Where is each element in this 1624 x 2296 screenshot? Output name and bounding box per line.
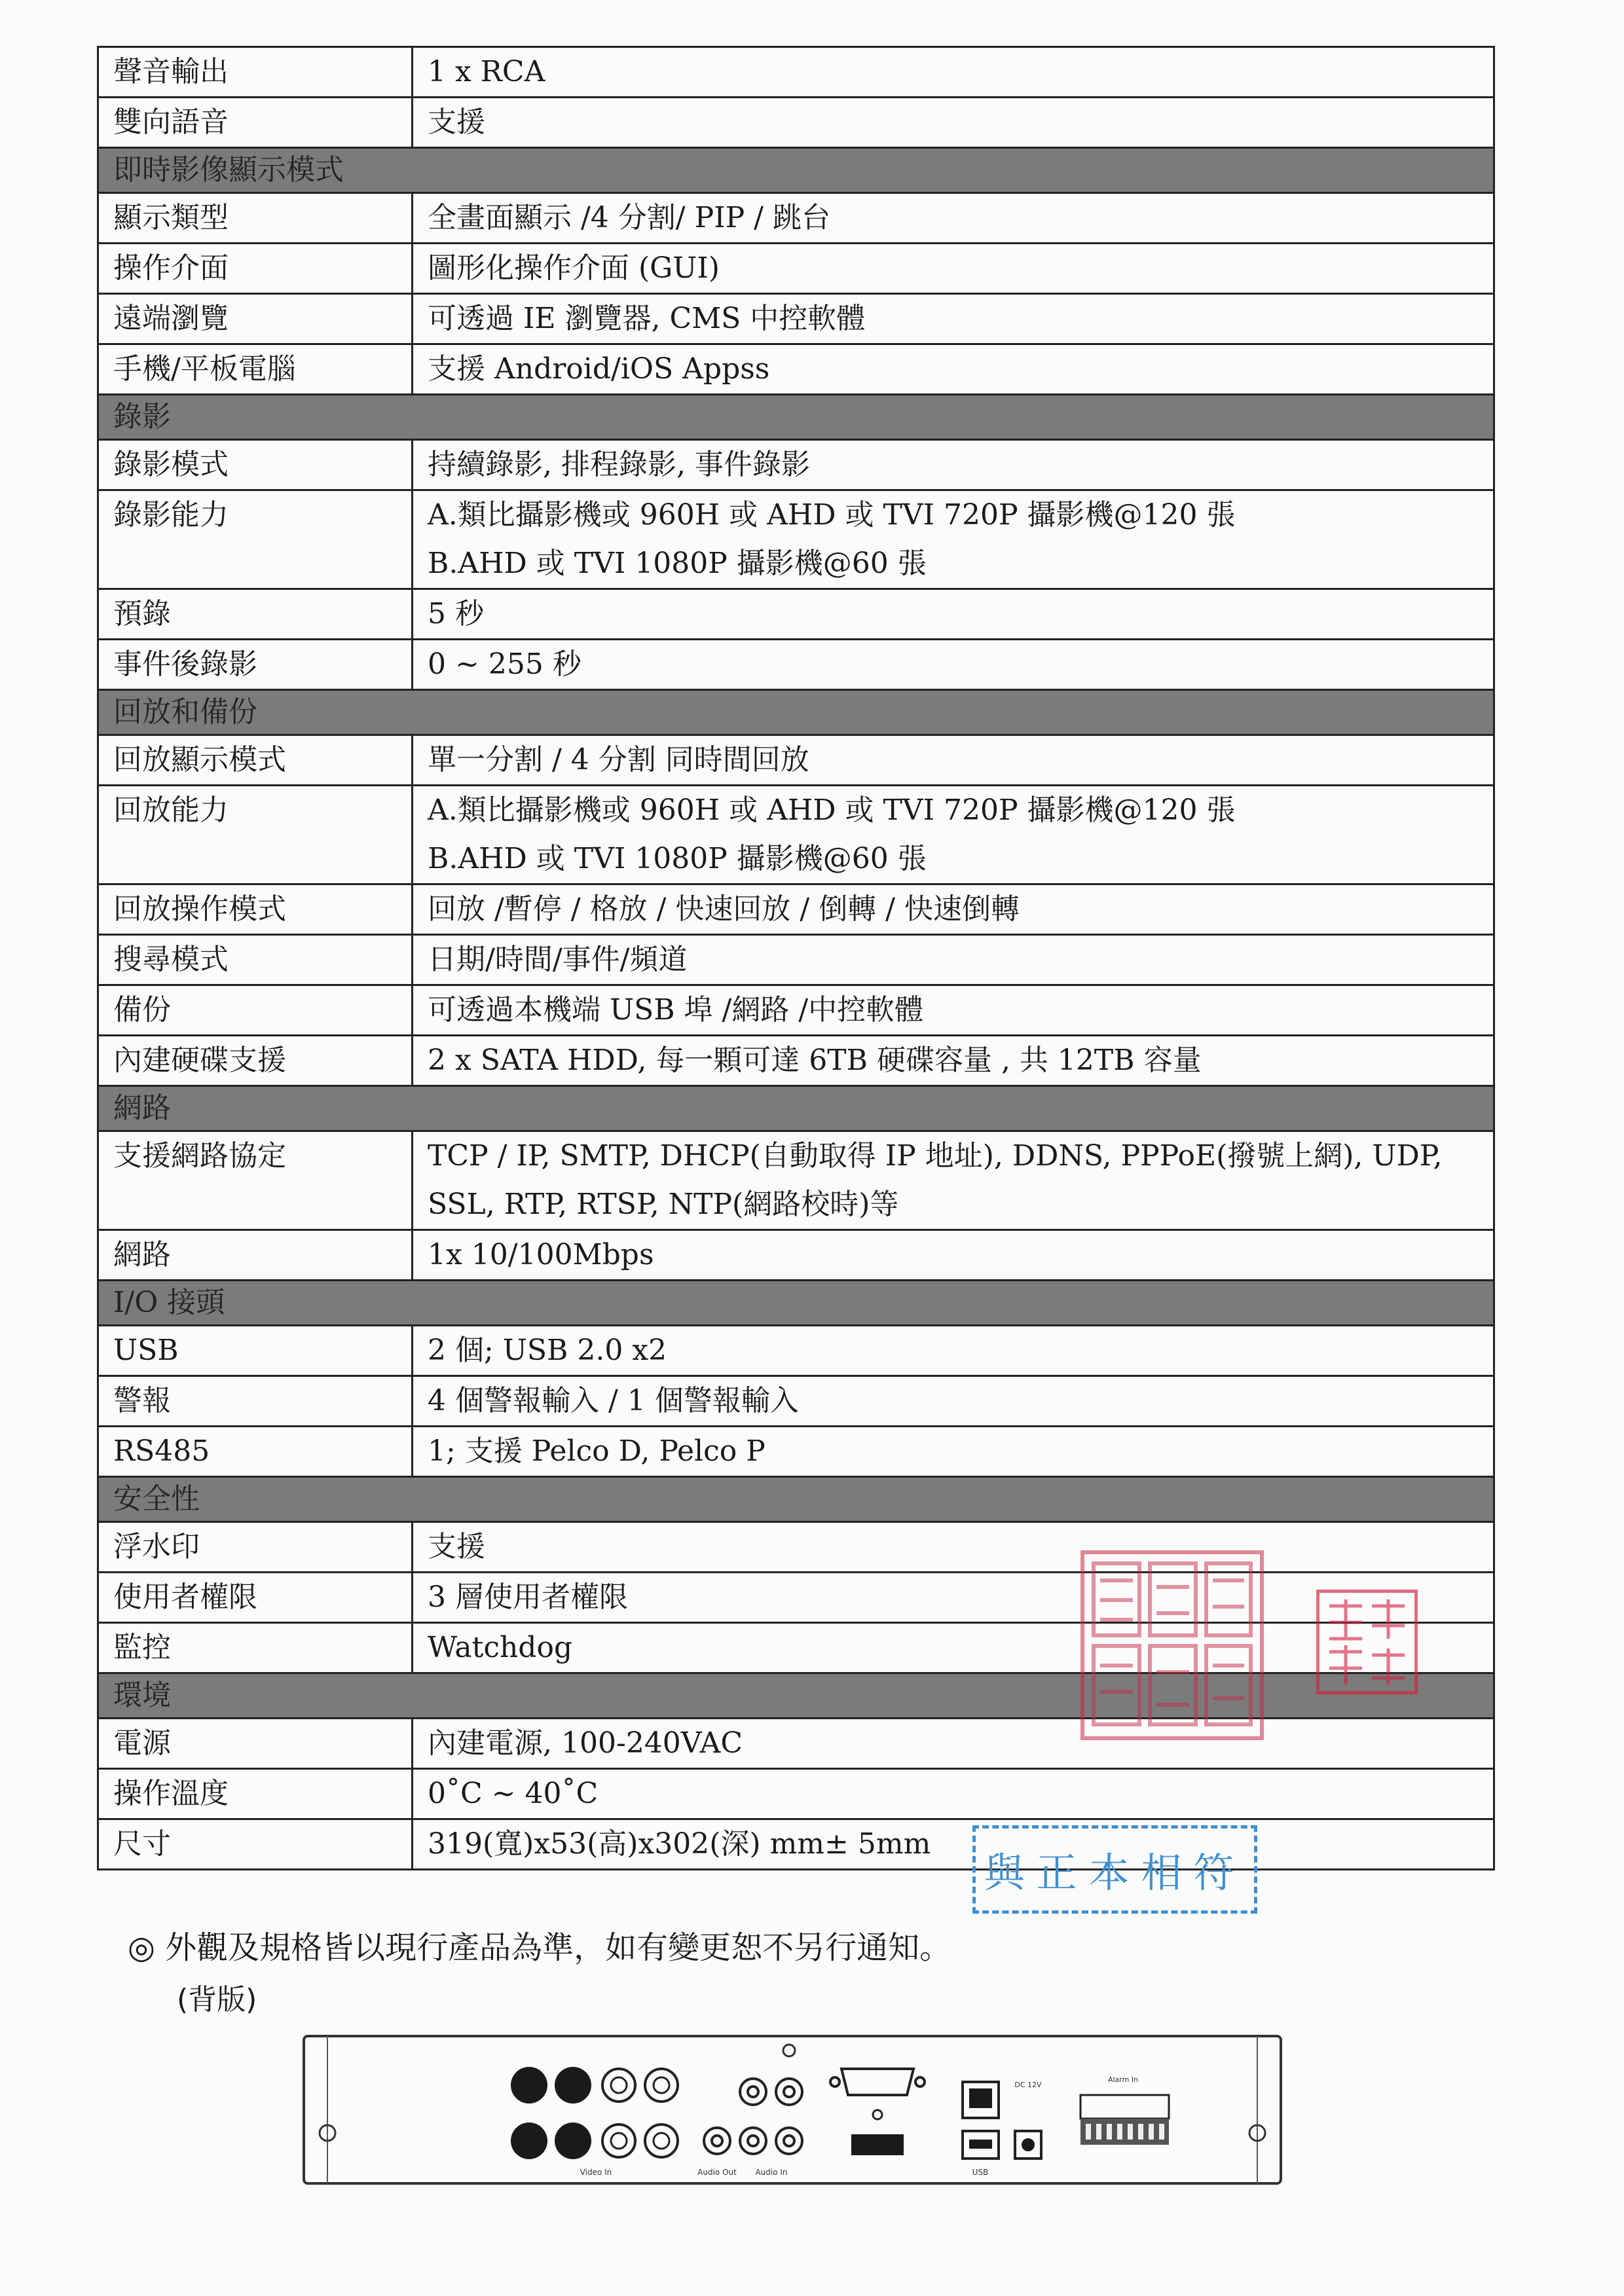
spec-row: [98, 440, 1494, 490]
spec-row: [98, 589, 1494, 640]
spec-row: [98, 1769, 1494, 1819]
spec-row: [98, 935, 1494, 985]
spec-value: [413, 1427, 1494, 1477]
spec-value-line: 全畫面顯示 /4 分割/ PIP / 跳台: [428, 201, 830, 234]
video-in-label: Video In: [580, 2168, 612, 2177]
hdmi-port: [851, 2134, 904, 2155]
spec-row: [98, 1131, 1494, 1230]
spec-value-line: 3 層使用者權限: [428, 1580, 628, 1614]
spec-value-line: 持續錄影, 排程錄影, 事件錄影: [428, 448, 810, 481]
section-header-row: [98, 395, 1494, 440]
audio-out-label: Audio Out: [697, 2168, 737, 2177]
section-header: I/O 接頭: [98, 1281, 1494, 1326]
spec-row: [98, 1623, 1494, 1673]
audio-in-label: Audio In: [755, 2168, 788, 2177]
spec-label: 回放操作模式: [98, 884, 413, 935]
spec-label: 操作介面: [98, 244, 413, 294]
spec-label: 網路: [98, 1230, 413, 1281]
disclaimer-note: ◎ 外觀及規格皆以現行產品為準，如有變更恕不另行通知。: [128, 1929, 951, 1966]
spec-label: 回放顯示模式: [98, 735, 413, 786]
spec-value-line: 圖形化操作介面 (GUI): [428, 251, 720, 285]
spec-row: [98, 1522, 1494, 1573]
spec-value: [413, 244, 1494, 294]
spec-value: [413, 985, 1494, 1036]
spec-value-line: 1 x RCA: [428, 55, 545, 88]
spec-row: [98, 985, 1494, 1036]
spec-label: 警報: [98, 1376, 413, 1427]
spec-value: [413, 1326, 1494, 1376]
spec-label: 備份: [98, 985, 413, 1036]
spec-row: [98, 193, 1494, 244]
spec-row: [98, 735, 1494, 786]
spec-label: 顯示類型: [98, 193, 413, 244]
spec-row: [98, 884, 1494, 935]
spec-label: 回放能力: [98, 786, 413, 884]
audio-rca-group: [704, 2079, 802, 2154]
spec-value: [413, 1230, 1494, 1281]
spec-label: 監控: [98, 1623, 413, 1673]
spec-row: [98, 1427, 1494, 1477]
spec-value: [413, 589, 1494, 640]
spec-value: [413, 1769, 1494, 1819]
spec-row: [98, 1376, 1494, 1427]
spec-value-line: 5 秒: [428, 597, 484, 630]
spec-value: [413, 193, 1494, 244]
spec-row: [98, 1230, 1494, 1281]
spec-value-line: 319(寬)x53(高)x302(深) mm± 5mm: [428, 1827, 931, 1861]
spec-label: USB: [98, 1326, 413, 1376]
section-header: 安全性: [98, 1477, 1494, 1522]
spec-value: [413, 884, 1494, 935]
spec-row: [98, 98, 1494, 148]
spec-value-line: 回放 /暫停 / 格放 / 快速回放 / 倒轉 / 快速倒轉: [428, 892, 1020, 926]
spec-value-line: A.類比攝影機或 960H 或 AHD 或 TVI 720P 攝影機@120 張: [428, 498, 1236, 532]
spec-label: 內建硬碟支援: [98, 1036, 413, 1086]
rear-panel-diagram: [301, 2023, 1283, 2196]
spec-value-line: 2 x SATA HDD, 每一顆可達 6TB 硬碟容量 , 共 12TB 容量: [428, 1044, 1202, 1077]
spec-label: 搜尋模式: [98, 935, 413, 985]
spec-label: 使用者權限: [98, 1573, 413, 1623]
alarm-terminal-block: [1080, 2095, 1169, 2145]
spec-label: 聲音輸出: [98, 47, 413, 98]
spec-value: [413, 1719, 1494, 1769]
spec-value-line: 內建電源, 100-240VAC: [428, 1726, 743, 1760]
spec-value-line: A.類比攝影機或 960H 或 AHD 或 TVI 720P 攝影機@120 張: [428, 793, 1236, 827]
spec-value-line: SSL, RTP, RTSP, NTP(網路校時)等: [428, 1188, 899, 1221]
section-header: 即時影像顯示模式: [98, 148, 1494, 193]
spec-label: 手機/平板電腦: [98, 344, 413, 395]
section-header-row: [98, 1673, 1494, 1719]
spec-value-line: B.AHD 或 TVI 1080P 攝影機@60 張: [428, 547, 927, 580]
spec-value-line: 支援: [428, 1530, 485, 1563]
spec-row: [98, 47, 1494, 98]
section-header: 錄影: [98, 395, 1494, 440]
spec-label: 錄影能力: [98, 490, 413, 589]
spec-value-line: 0˚C ~ 40˚C: [428, 1777, 599, 1810]
section-header: 回放和備份: [98, 690, 1494, 735]
spec-row: [98, 344, 1494, 395]
spec-row: [98, 640, 1494, 690]
spec-label: 操作溫度: [98, 1769, 413, 1819]
spec-value: [413, 786, 1494, 884]
spec-value: [413, 294, 1494, 344]
spec-value: [413, 47, 1494, 98]
spec-value: [413, 1131, 1494, 1230]
spec-value: [413, 98, 1494, 148]
spec-label: 尺寸: [98, 1819, 413, 1870]
spec-value: [413, 1376, 1494, 1427]
back-panel-label: (背版): [177, 1983, 257, 2016]
section-header-row: [98, 690, 1494, 735]
spec-table-body: [98, 47, 1494, 1870]
spec-row: [98, 1036, 1494, 1086]
spec-row: [98, 1719, 1494, 1769]
video-in-bnc-group: [511, 2067, 678, 2159]
spec-value-line: 可透過本機端 USB 埠 /網路 /中控軟體: [428, 993, 924, 1027]
spec-value-line: B.AHD 或 TVI 1080P 攝影機@60 張: [428, 842, 927, 875]
spec-value-line: TCP / IP, SMTP, DHCP(自動取得 IP 地址), DDNS, PPPoE(撥號上網), UDP,: [428, 1139, 1443, 1173]
spec-value-line: 0 ~ 255 秒: [428, 647, 581, 681]
spec-value-line: 可透過 IE 瀏覽器, CMS 中控軟體: [428, 302, 866, 335]
spec-row: [98, 1326, 1494, 1376]
section-header: 環境: [98, 1673, 1494, 1719]
section-header-row: [98, 1477, 1494, 1522]
spec-row: [98, 294, 1494, 344]
spec-value-line: 1x 10/100Mbps: [428, 1238, 654, 1271]
spec-value: [413, 344, 1494, 395]
spec-value-line: 支援 Android/iOS Appss: [428, 352, 770, 386]
company-seal-stamp: [1080, 1550, 1264, 1740]
spec-row: [98, 490, 1494, 589]
personal-seal-stamp: [1316, 1590, 1418, 1694]
section-header-row: [98, 1086, 1494, 1131]
spec-label: 事件後錄影: [98, 640, 413, 690]
spec-value: [413, 440, 1494, 490]
spec-value: [413, 735, 1494, 786]
alarm-label: Alarm In: [1107, 2075, 1139, 2084]
certified-copy-stamp: 與正本相符: [972, 1825, 1257, 1914]
dc-label: DC 12V: [1014, 2081, 1042, 2089]
spec-label: 遠端瀏覽: [98, 294, 413, 344]
spec-row: [98, 1573, 1494, 1623]
spec-value-line: 2 個; USB 2.0 x2: [428, 1334, 667, 1367]
spec-label: 雙向語音: [98, 98, 413, 148]
spec-label: 錄影模式: [98, 440, 413, 490]
spec-label: 預錄: [98, 589, 413, 640]
section-header-row: [98, 148, 1494, 193]
spec-label: 支援網路協定: [98, 1131, 413, 1230]
spec-value-line: 單一分割 / 4 分割 同時間回放: [428, 743, 809, 776]
spec-value: [413, 935, 1494, 985]
spec-label: 浮水印: [98, 1522, 413, 1573]
spec-value-line: Watchdog: [428, 1631, 573, 1664]
spec-value: [413, 640, 1494, 690]
spec-label: RS485: [98, 1427, 413, 1477]
spec-value: [413, 1819, 1494, 1870]
spec-value-line: 4 個警報輸入 / 1 個警報輸入: [428, 1384, 799, 1417]
spec-row: [98, 1819, 1494, 1870]
usb-label: USB: [972, 2168, 989, 2177]
spec-row: [98, 244, 1494, 294]
section-header-row: [98, 1281, 1494, 1326]
section-header: 網路: [98, 1086, 1494, 1131]
spec-row: [98, 786, 1494, 884]
spec-value-line: 1; 支援 Pelco D, Pelco P: [428, 1434, 766, 1468]
spec-value-line: 日期/時間/事件/頻道: [428, 943, 688, 976]
spec-value-line: 支援: [428, 105, 485, 139]
spec-value: [413, 490, 1494, 589]
spec-table: [97, 46, 1495, 1870]
spec-value: [413, 1036, 1494, 1086]
spec-label: 電源: [98, 1719, 413, 1769]
spec-value: [413, 1522, 1494, 1573]
vga-port: [830, 2069, 925, 2095]
